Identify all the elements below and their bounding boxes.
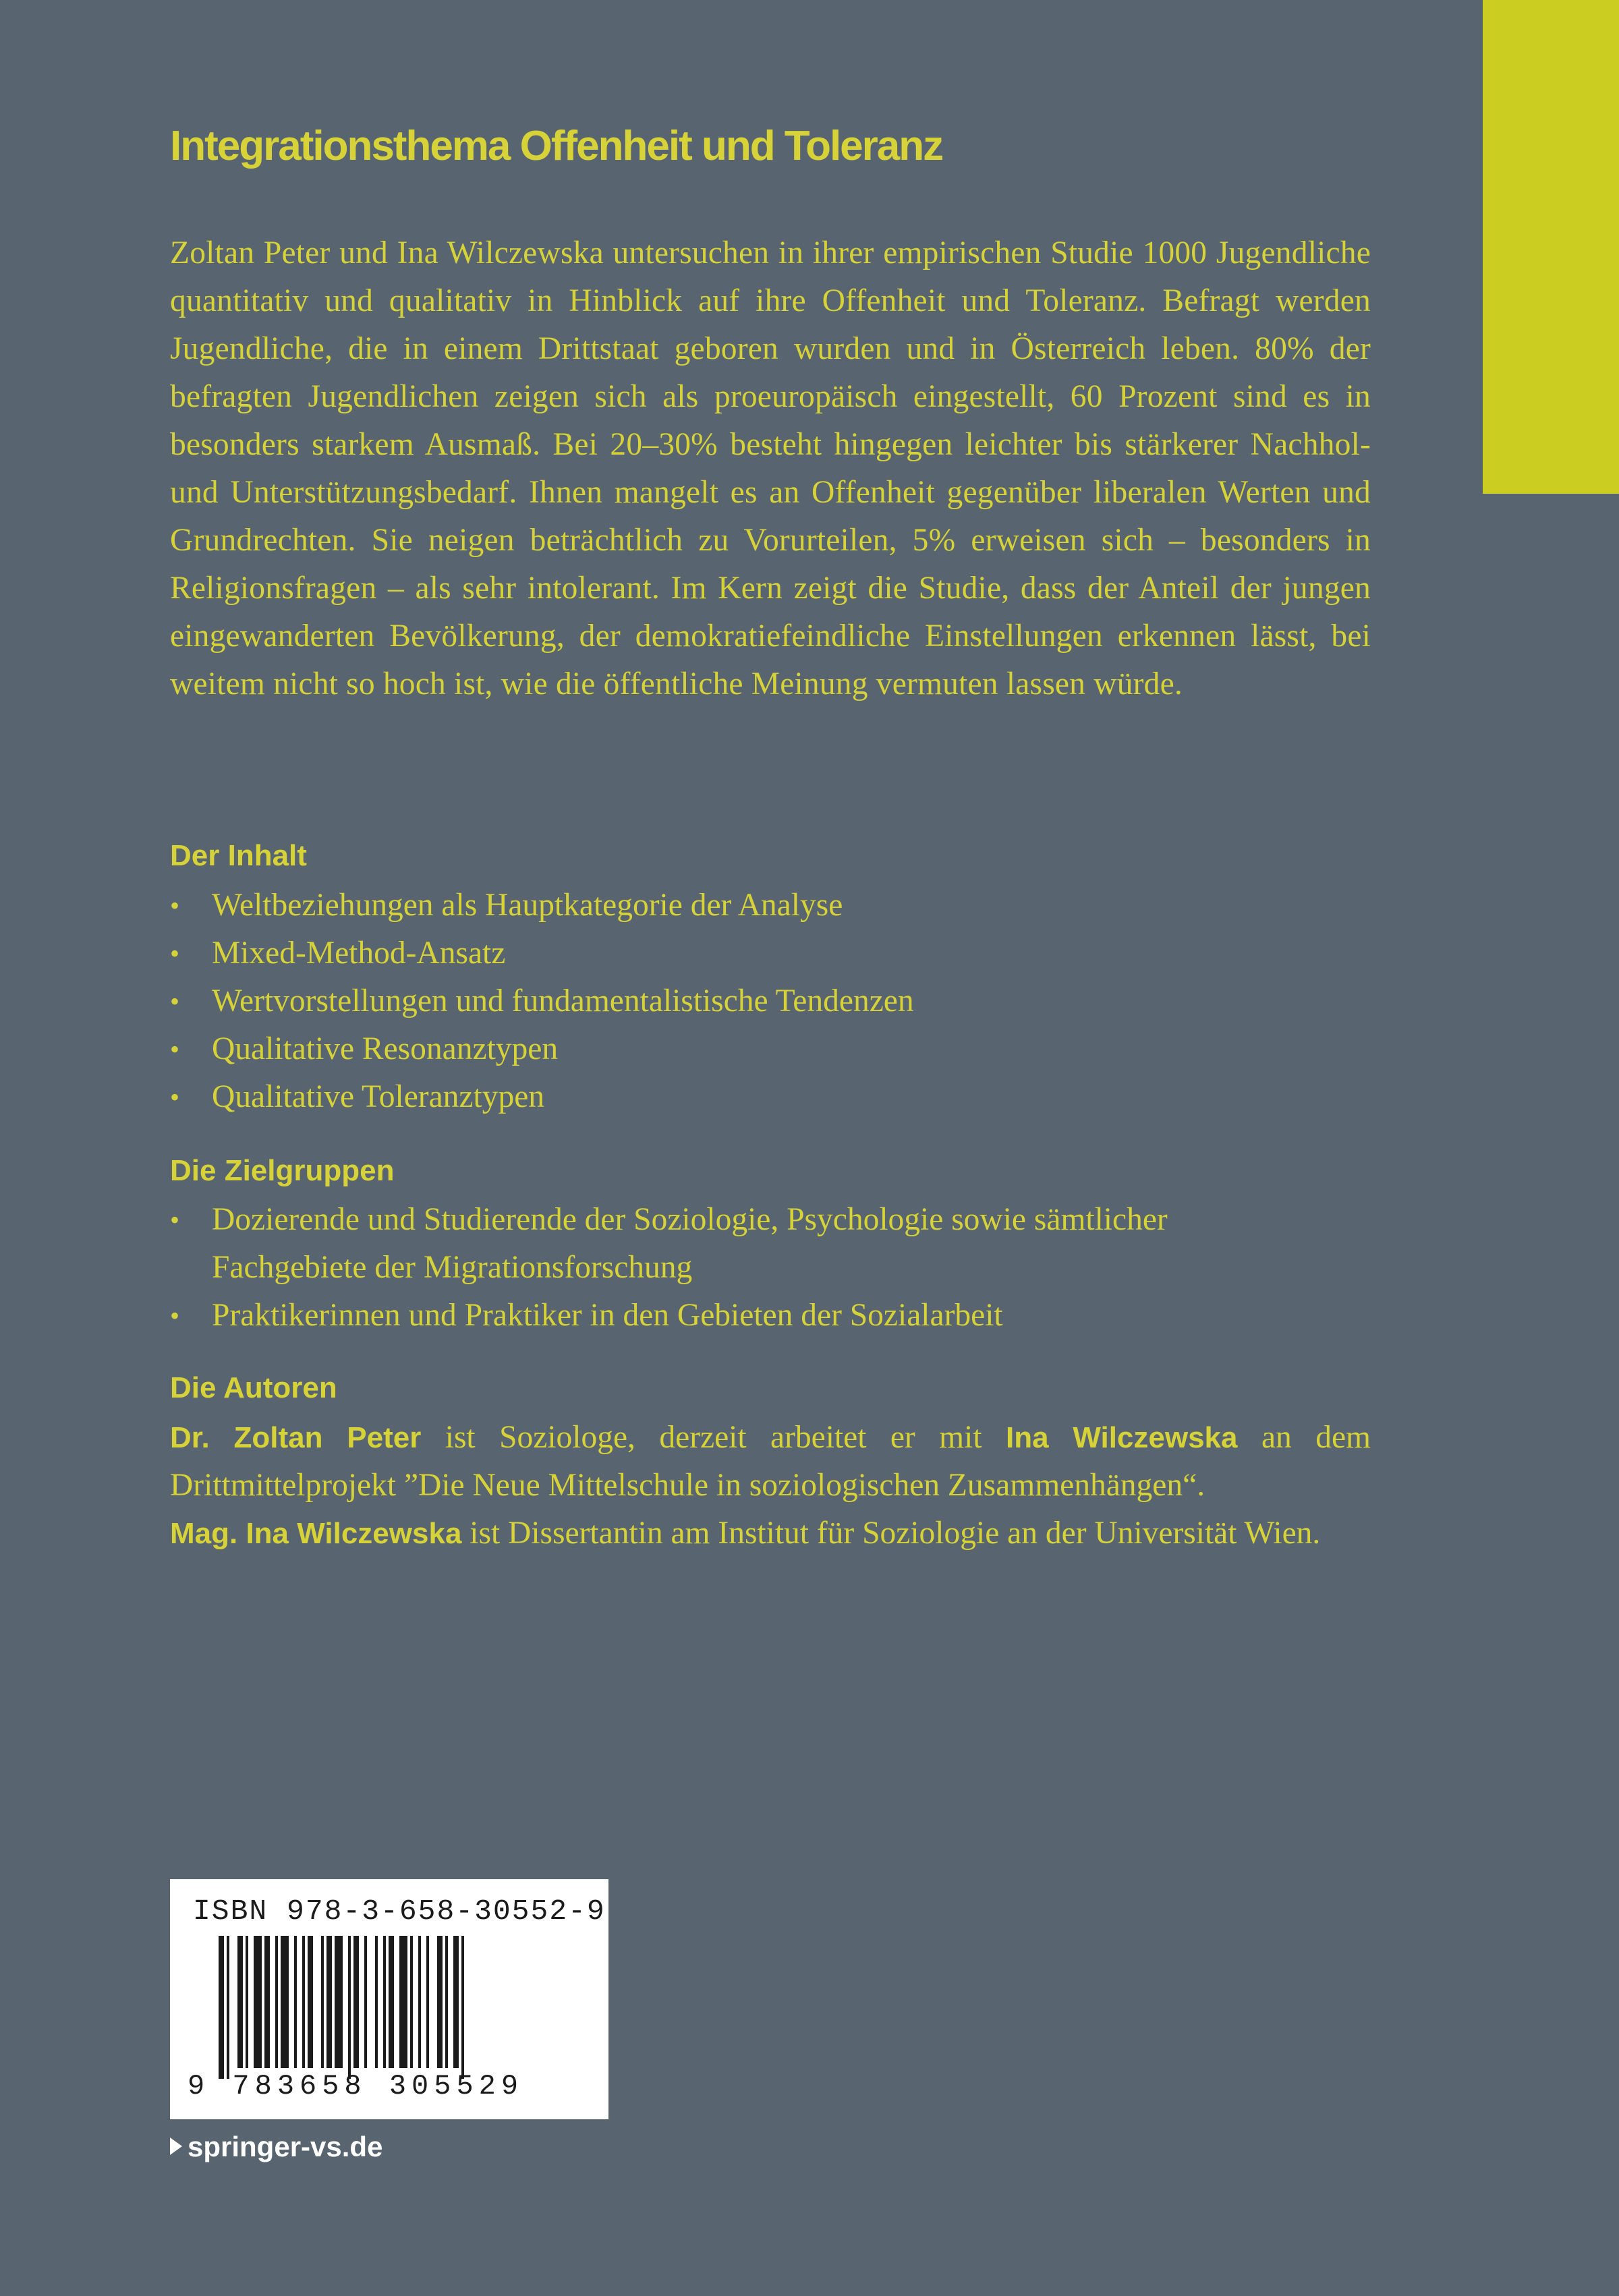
barcode-bar — [383, 1936, 386, 2068]
barcode-bar — [399, 1936, 407, 2068]
author-bio-wilczewska — [170, 1510, 1371, 1557]
author-bio-peter — [170, 1414, 1371, 1510]
accent-color-tab — [1483, 0, 1619, 494]
arrow-right-icon — [170, 2137, 182, 2155]
barcode-bar — [364, 1936, 367, 2068]
list-item — [170, 1073, 1371, 1121]
barcode-bar — [246, 1936, 248, 2068]
list-item — [170, 882, 1371, 929]
list-item — [170, 977, 1371, 1025]
target-groups-heading: Die Zielgruppen — [170, 1154, 395, 1187]
website-url: springer-vs.de — [188, 2131, 383, 2162]
barcode-bars — [219, 1936, 563, 2079]
isbn-barcode — [170, 1879, 608, 2119]
barcode-bar — [281, 1936, 289, 2068]
barcode-bar — [426, 1936, 429, 2068]
list-item — [170, 1196, 1222, 1292]
barcode-bar — [308, 1936, 313, 2068]
coauthor-name: Ina Wilczewska — [1005, 1421, 1238, 1454]
barcode-bar — [321, 1936, 324, 2068]
barcode-bar — [335, 1936, 343, 2068]
barcode-bar — [461, 1936, 464, 2079]
bullet-icon: • — [170, 938, 180, 969]
barcode-bar — [353, 1936, 359, 2068]
barcode-bar — [302, 1936, 305, 2068]
barcode-bar — [445, 1936, 448, 2068]
isbn-label: ISBN 978-3-658-30552-9 — [193, 1895, 606, 1928]
author-bio-text: ist Soziologe, derzeit arbeitet er mit — [421, 1420, 1006, 1455]
author-bio-text: an dem Drittmittelprojekt ”Die Neue Mittelschule in soziologischen Zusammenhängen“. — [170, 1420, 1371, 1503]
bullet-icon: • — [170, 1300, 180, 1331]
barcode-bar — [418, 1936, 421, 2068]
author-bio-text: ist Dissertantin am Institut für Soziologie an der Universität Wien. — [461, 1516, 1321, 1551]
barcode-bar — [437, 1936, 443, 2068]
bullet-icon: • — [170, 986, 180, 1016]
website-link[interactable] — [170, 2133, 382, 2161]
authors-section — [170, 1414, 1371, 1557]
barcode-bar — [348, 1936, 351, 2079]
barcode-bar — [389, 1936, 394, 2068]
barcode-bar — [264, 1936, 270, 2068]
barcode-bar — [326, 1936, 332, 2068]
barcode-bar — [375, 1936, 378, 2068]
barcode-bar — [254, 1936, 262, 2068]
barcode-bar — [275, 1936, 278, 2068]
bullet-icon: • — [170, 1205, 180, 1235]
barcode-bar — [219, 1936, 224, 2079]
list-item — [170, 929, 1371, 977]
bullet-icon: • — [170, 890, 180, 921]
content-list — [170, 882, 1371, 1121]
list-item-text: Wertvorstellungen und fundamentalistische Tendenzen — [212, 983, 914, 1018]
list-item-text: Weltbeziehungen als Hauptkategorie der Analyse — [212, 888, 843, 923]
list-item — [170, 1025, 1371, 1073]
barcode-digits: 9 783658 305529 — [188, 2070, 524, 2102]
barcode-bar — [237, 1936, 243, 2068]
bullet-icon: • — [170, 1082, 180, 1112]
bullet-icon: • — [170, 1034, 180, 1064]
list-item — [170, 1292, 1222, 1340]
list-item-text: Qualitative Toleranztypen — [212, 1079, 545, 1114]
description-paragraph: Zoltan Peter und Ina Wilczewska untersuchen in ihrer empirischen Studie 1000 Jugendliche quantitativ und qualitativ in Hinblick auf ihre Offenheit und Toleranz. Befragt werden Jugendliche, die in einem Drittstaat geboren wurden und in Österreich leben. 80% der befragten Jugendlichen zeigen sich als proeuropäisch eingestellt, 60 Prozent sind es in besonders starkem Ausmaß. Bei 20–30% besteht hingegen leichter bis stärkerer Nachhol- und Unterstützungsbedarf. Ihnen mangelt es an Offenheit gegenüber liberalen Werten und Grundrechten. Sie neigen beträchtlich zu Vorurteilen, 5% erweisen sich – besonders in Religionsfragen – als sehr intolerant. Im Kern zeigt die Studie, dass der Anteil der jungen eingewanderten Bevölkerung, der demokratiefeindliche Einstellungen erkennen lässt, bei weitem nicht so hoch ist, wie die öffentliche Meinung vermuten lassen würde. — [170, 235, 1371, 701]
content-heading: Der Inhalt — [170, 839, 307, 872]
list-item-text: Praktikerinnen und Praktiker in den Gebieten der Sozialarbeit — [212, 1298, 1003, 1333]
barcode-bar — [453, 1936, 459, 2068]
barcode-bar — [294, 1936, 297, 2068]
barcode-bar — [227, 1936, 229, 2079]
list-item-text: Mixed-Method-Ansatz — [212, 936, 506, 971]
author-name: Mag. Ina Wilczewska — [170, 1517, 462, 1550]
cover-title: Integrationsthema Offenheit und Toleranz — [170, 123, 943, 169]
list-item-text: Dozierende und Studierende der Soziologie, Psychologie sowie sämtlicher Fachgebiete der Migrationsforschung — [212, 1202, 1168, 1285]
barcode-bar — [410, 1936, 413, 2068]
authors-heading: Die Autoren — [170, 1371, 337, 1404]
target-groups-list — [170, 1196, 1222, 1340]
author-name: Dr. Zoltan Peter — [170, 1421, 422, 1454]
list-item-text: Qualitative Resonanztypen — [212, 1031, 559, 1066]
